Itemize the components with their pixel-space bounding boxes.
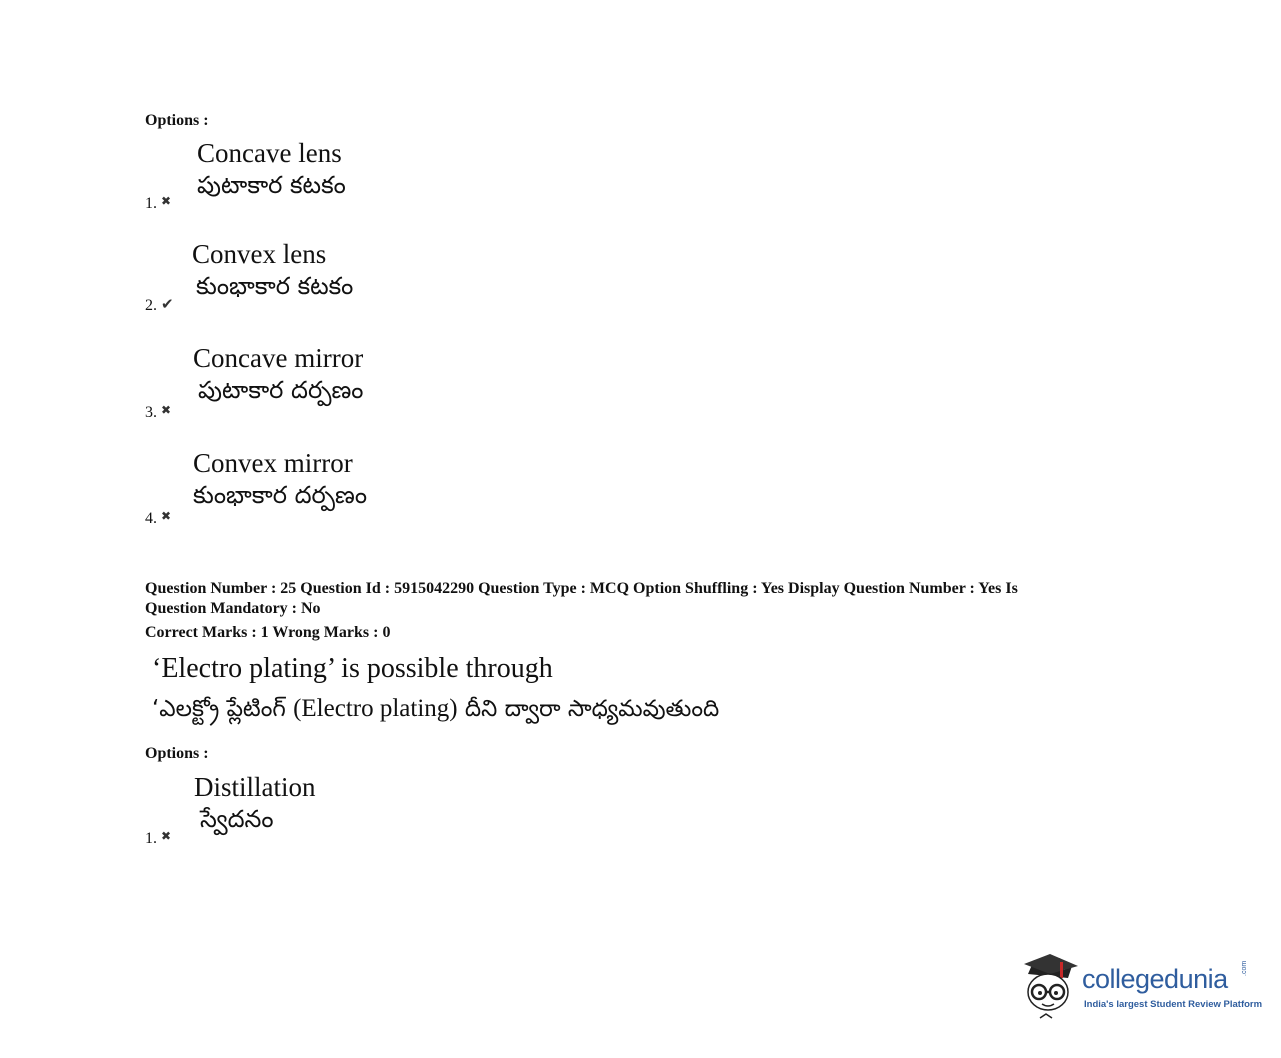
question-telugu-part: ‘ఎలక్ట్రో ప్లేటింగ్	[152, 696, 294, 722]
question-meta-line: Question Number : 25 Question Id : 5915042290 Question Type : MCQ Option Shuffling : Yes Display Question Number : Yes Is	[145, 580, 1018, 597]
logo-name: collegedunia	[1082, 964, 1228, 994]
question-english-text: ‘Electro plating’ is possible through	[152, 653, 553, 684]
mascot-icon	[1020, 952, 1080, 1022]
question-telugu-part: దీని ద్వారా సాధ్యమవుతుంది	[457, 696, 720, 722]
option-number-label: 1.	[145, 195, 157, 212]
option-number	[145, 506, 171, 529]
option-english-text: Convex mirror	[193, 448, 353, 478]
cross-icon: ✖	[161, 829, 172, 843]
logo-tagline: India's largest Student Review Platform	[1084, 999, 1263, 1010]
option-telugu-text: స్వేదనం	[200, 805, 274, 833]
option-number	[145, 191, 171, 214]
question-telugu-text	[152, 694, 719, 724]
option-english-text: Concave lens	[197, 138, 342, 168]
option-english-text: Convex lens	[192, 239, 327, 269]
option-telugu-text: కుంభాకార కటకం	[196, 272, 354, 300]
question-marks-line: Correct Marks : 1 Wrong Marks : 0	[145, 624, 391, 641]
logo-suffix: .com	[1241, 960, 1248, 976]
option-telugu-text: కుంభాకార దర్పణం	[193, 481, 367, 509]
option-number	[145, 826, 171, 849]
option-telugu-text: పుటాకార కటకం	[197, 171, 346, 199]
collegedunia-logo	[1020, 952, 1263, 1024]
option-number-label: 1.	[145, 830, 157, 847]
cross-icon: ✖	[161, 403, 172, 417]
option-number-label: 2.	[145, 297, 157, 314]
option-number	[145, 295, 174, 316]
option-number-label: 4.	[145, 510, 157, 527]
option-number	[145, 400, 171, 423]
option-number-label: 3.	[145, 404, 157, 421]
check-icon: ✔	[161, 297, 174, 313]
question-telugu-latin: (Electro plating)	[293, 695, 458, 722]
option-telugu-text: పుటాకార దర్పణం	[198, 376, 364, 404]
question-mandatory-line: Question Mandatory : No	[145, 600, 321, 617]
options-label: Options :	[145, 112, 209, 129]
option-english-text: Distillation	[194, 772, 316, 802]
options-label: Options :	[145, 745, 209, 762]
cross-icon: ✖	[161, 194, 172, 208]
option-english-text: Concave mirror	[193, 343, 364, 373]
cross-icon: ✖	[161, 509, 172, 523]
